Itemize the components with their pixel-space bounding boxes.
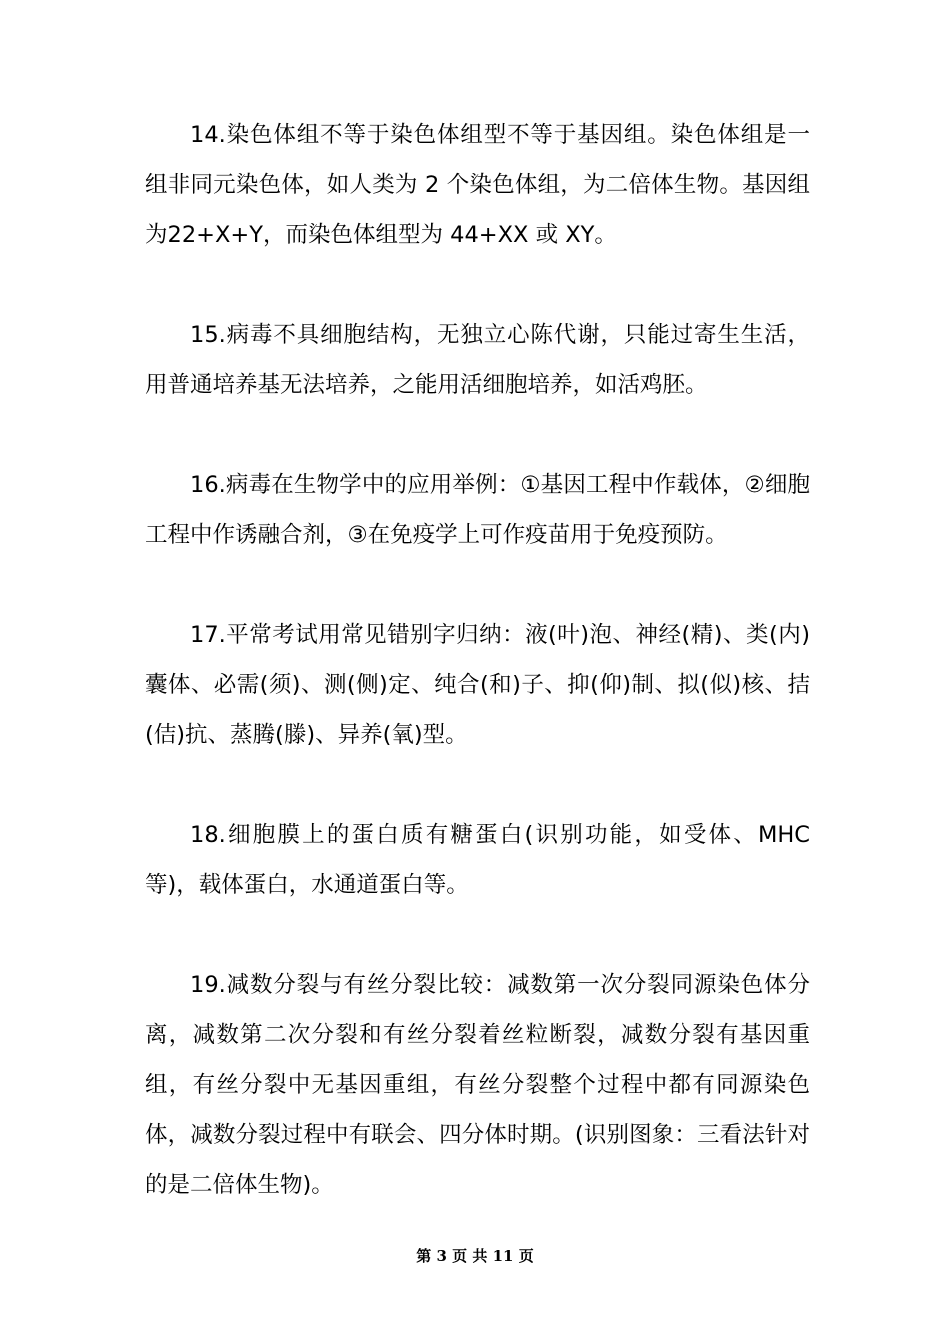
paragraph-16: 16.病毒在生物学中的应用举例：①基因工程中作载体，②细胞工程中作诱融合剂，③在免疫学上可作疫苗用于免疫预防。 [145,472,810,548]
page-footer: 第 3 页 共 11 页 [416,1247,534,1265]
paragraph-17: 17.平常考试用常见错别字归纳：液(叶)泡、神经(精)、类(内)囊体、必需(须)、测(侧)定、纯合(和)子、抑(仰)制、拟(似)核、拮(佶)抗、蒸腾(滕)、异养(氧)型。 [145,622,810,748]
paragraph-19: 19.减数分裂与有丝分裂比较：减数第一次分裂同源染色体分离，减数第二次分裂和有丝分裂着丝粒断裂，减数分裂有基因重组，有丝分裂中无基因重组，有丝分裂整个过程中都有同源染色体，减数分裂过程中有联会、四分体时期。(识别图象：三看法针对的是二倍体生物)。 [145,972,810,1198]
paragraph-14: 14.染色体组不等于染色体组型不等于基因组。染色体组是一组非同元染色体，如人类为 2 个染色体组，为二倍体生物。基因组为22+X+Y，而染色体组型为 44+XX 或 XY。 [145,122,810,248]
document-body [145,110,810,1260]
paragraph-18: 18.细胞膜上的蛋白质有糖蛋白(识别功能，如受体、MHC 等)，载体蛋白，水通道蛋白等。 [145,822,810,898]
paragraph-15: 15.病毒不具细胞结构，无独立心陈代谢，只能过寄生生活，用普通培养基无法培养，之能用活细胞培养，如活鸡胚。 [145,322,810,398]
